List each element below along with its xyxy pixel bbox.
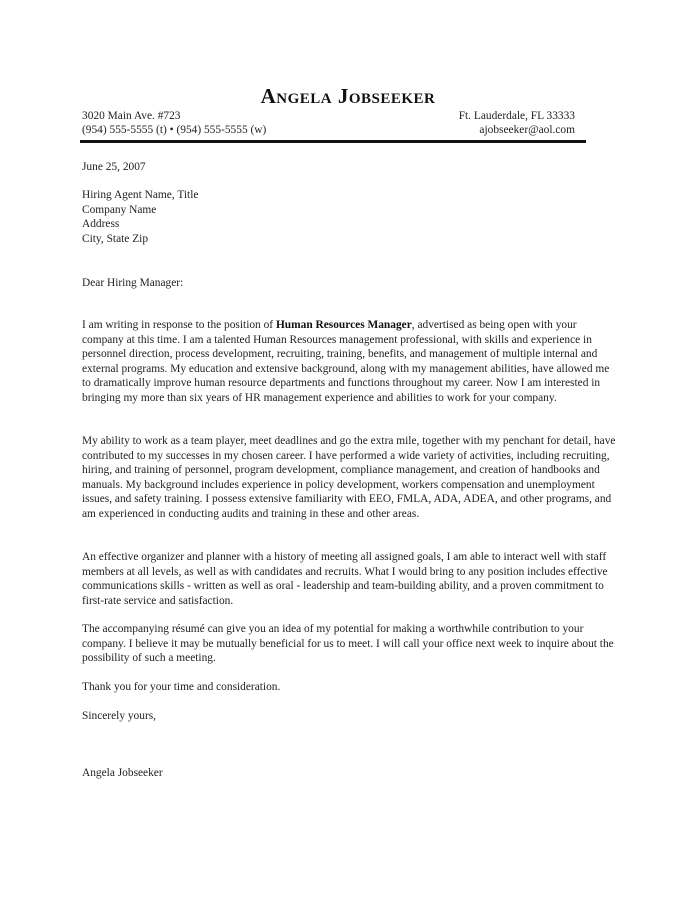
- contact-row-phone-email: [82, 123, 575, 137]
- body-paragraph-2: My ability to work as a team player, meet deadlines and go the extra mile, together with my penchant for detail, have contributed to my successes in my chosen career. I have performed a wide variety of activities, including recruiting, hiring, and training of personnel, program development, compliance management, and creation of handbooks and manuals. My background includes experience in policy development, workers compensation and unemployment issues, and safety training. I possess extensive familiarity with EEO, FMLA, ADA, ADEA, and other programs, and am experienced in conducting audits and training in these and other areas.: [82, 435, 616, 520]
- thank-you-line: Thank you for your time and consideration.: [82, 681, 281, 693]
- paragraph-text: I am writing in response to the position of: [82, 319, 276, 331]
- body-paragraph-1: [82, 318, 617, 405]
- recipient-line: Address: [82, 218, 120, 230]
- street-address: 3020 Main Ave. #723: [82, 110, 181, 122]
- closing: Sincerely yours,: [82, 710, 157, 722]
- recipient-line: Hiring Agent Name, Title: [82, 189, 199, 201]
- body-paragraph-4: The accompanying résumé can give you an idea of my potential for making a worthwhile contribution to your company. I believe it may be mutually beneficial for us to meet. I will call your office next week to inquire about the possibility of such a meeting.: [82, 623, 614, 664]
- position-title: Human Resources Manager: [275, 319, 412, 331]
- header-divider: [80, 140, 586, 143]
- applicant-name: Angela Jobseeker: [260, 84, 436, 108]
- recipient-line: City, State Zip: [82, 232, 149, 245]
- email-address: ajobseeker@aol.com: [479, 124, 575, 136]
- contact-row-address: [82, 109, 575, 123]
- salutation: Dear Hiring Manager:: [82, 277, 184, 289]
- body-paragraph-3: An effective organizer and planner with a history of meeting all assigned goals, I am able to interact well with staff members at all levels, as well as with candidates and recruits. What I would bring to any position includes effective communications skills - written as well as oral - leadership and team-building ability, and a proven commitment to first-rate service and satisfaction.: [82, 551, 608, 607]
- paragraph-text: , advertised as being open with your company at this time. I am a talented Human Resources management professional, with skills and experience in personnel direction, process development, recruiting, training, benefits, and management of multiple internal and external programs. My education and extensive background, along with my management abilities, have allowed me to dramatically improve human resource departments and functions throughout my career. Now I am interested in bringing my more than six years of HR management experience and abilities to work for your company.: [82, 319, 610, 404]
- recipient-line: Company Name: [82, 203, 157, 216]
- recipient-address: [82, 188, 617, 246]
- phone-numbers: (954) 555-5555 (t) • (954) 555-5555 (w): [82, 124, 267, 136]
- signature-name: Angela Jobseeker: [82, 767, 163, 779]
- city-state-zip: Ft. Lauderdale, FL 33333: [458, 110, 575, 122]
- letter-date: June 25, 2007: [82, 161, 146, 173]
